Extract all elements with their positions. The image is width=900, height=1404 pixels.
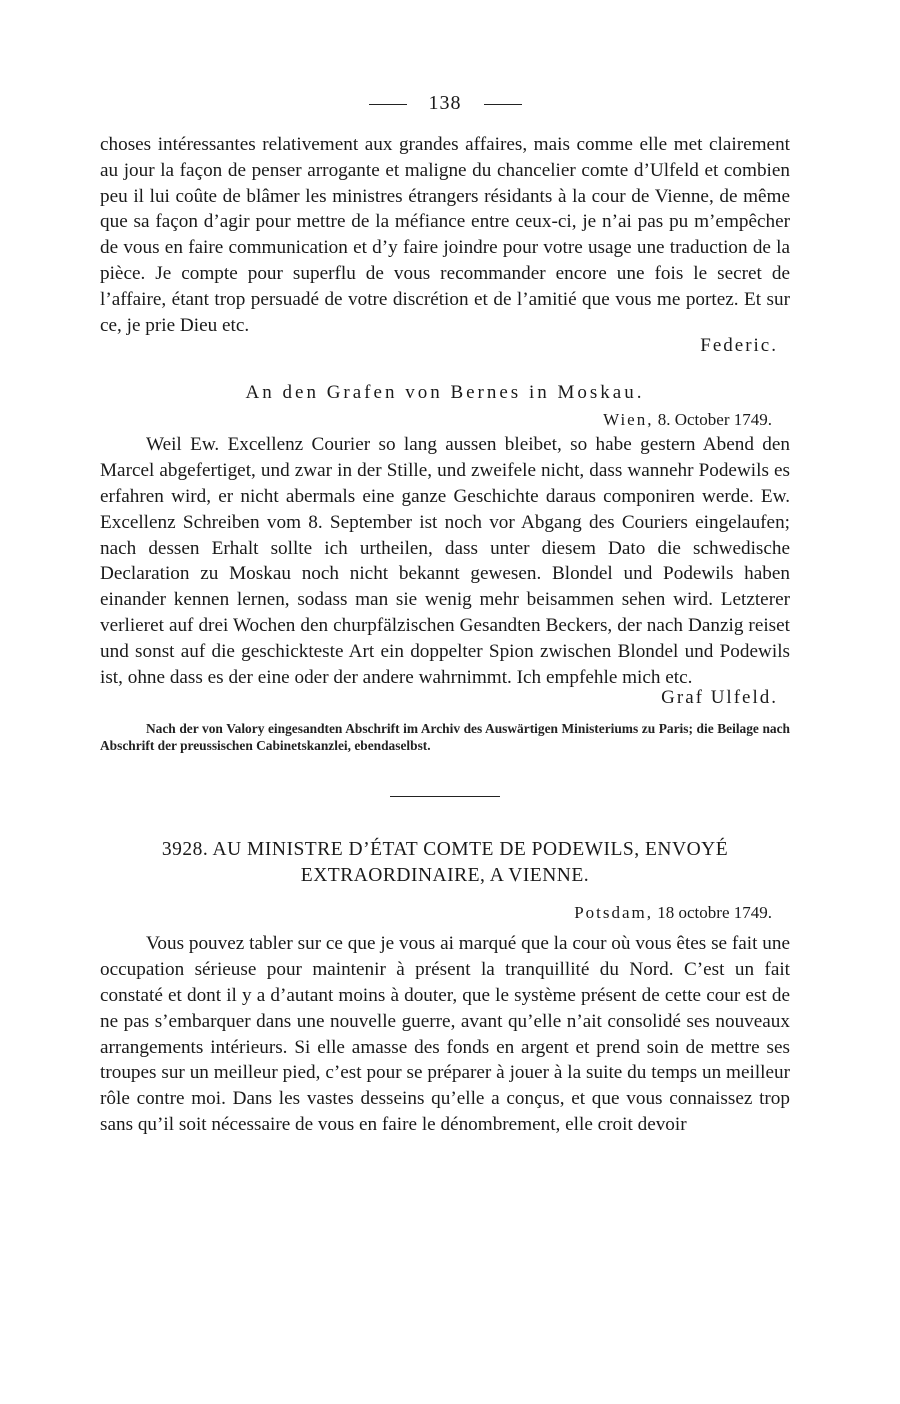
source-footnote [100,720,790,754]
section-body: Vous pouvez tabler sur ce que je vous ai marqué que la cour où vous êtes se fait une occupation sérieuse pour maintenir à présent la tranquillité du Nord. C’est un fait constaté et dont il y a d’autant moins à douter, que le système présent de cette cour est de ne pas s’embarquer dans une nouvelle guerre, avant qu’elle n’ait consolidé ses nouveaux arrangements intérieurs. Si elle amasse des fonds en argent et prend soin de mettre ses troupes sur un meilleur pied, c’est pour se préparer à jouer à la suite du temps un meilleur rôle contre moi. Dans les vastes desseins qu’elle a conçus, et que vous connaissez trop sans qu’il soit nécessaire de vous en faire le dénombrement, elle croit devoir [100,933,790,1135]
document-page [100,92,790,1138]
section-divider [390,796,500,797]
header-dash-left [369,104,407,105]
letter1-body: choses intéressantes relativement aux grandes affaires, mais comme elle met clairement au jour la façon de penser arrogante et maligne du chancelier comte d’Ulfeld et combien peu il lui coûte de blâmer les ministres étrangers résidants à la cour de Vienne, de même que sa façon d’agir pour mettre de la méfiance entre ceux-ci, je n’ai pas pu m’empêcher de vous en faire communication et d’y faire joindre pour votre usage une traduction de la pièce. Je compte pour superflu de vous recommander encore une fois le secret de l’affaire, étant trop persuadé de votre discrétion et de l’amitié que vous me portez. Et sur ce, je prie Dieu etc. [100,134,790,336]
letter2-date: 8. October 1749. [657,410,772,430]
footnote-text: Nach der von Valory eingesandten Abschrift im Archiv des Auswärtigen Ministeriums zu Paris; die Beilage nach Abschrift der preussischen Cabinetskanzlei, ebendaselbst. [100,721,790,754]
letter2-signature: Graf Ulfeld. [661,687,778,709]
section-title-line2: EXTRAORDINAIRE, A VIENNE. [300,865,590,887]
page-number: 138 [428,92,462,114]
page-header [100,92,790,132]
letter2-address: An den Grafen von Bernes in Moskau. [245,382,645,404]
section-place: Potsdam, [574,903,654,923]
letter2-dateline [100,408,790,432]
section-title-line1: AU MINISTRE D’ÉTAT COMTE DE PODEWILS, ENVOYÉ [212,839,729,861]
section-number: 3928. [161,839,209,861]
section-heading [100,837,790,889]
header-dash-right [484,104,522,105]
section-date: 18 octobre 1749. [657,903,772,923]
letter1-signature: Federic. [700,335,778,357]
section-dateline [100,901,790,925]
letter2-body: Weil Ew. Excellenz Courier so lang aussen bleibet, so habe gestern Abend den Marcel abgefertiget, und zwar in der Stille, und zweifele nicht, dass wannehr Podewils es erfahren wird, er nicht abermals eine ganze Geschichte daraus componiren werde. Ew. Excellenz Schreiben vom 8. September ist noch vor Abgang des Couriers eingelaufen; nach dessen Erhalt sollte ich urtheilen, dass unter diesem Dato die schwedische Declaration zu Moskau noch nicht bekannt gewesen. Blondel und Podewils haben einander kennen lernen, sodass man sie wenig mehr beisammen sehen wird. Letzterer verlieret auf drei Wochen den churpfälzischen Gesandten Beckers, der nach Danzig reiset und sonst auf die geschickteste Art ein doppelter Spion zwischen Blondel und Podewils ist, ohne dass es der eine oder der andere wahrnimmt. Ich empfehle mich etc. [100,434,790,688]
letter2-place: Wien, [603,410,654,430]
